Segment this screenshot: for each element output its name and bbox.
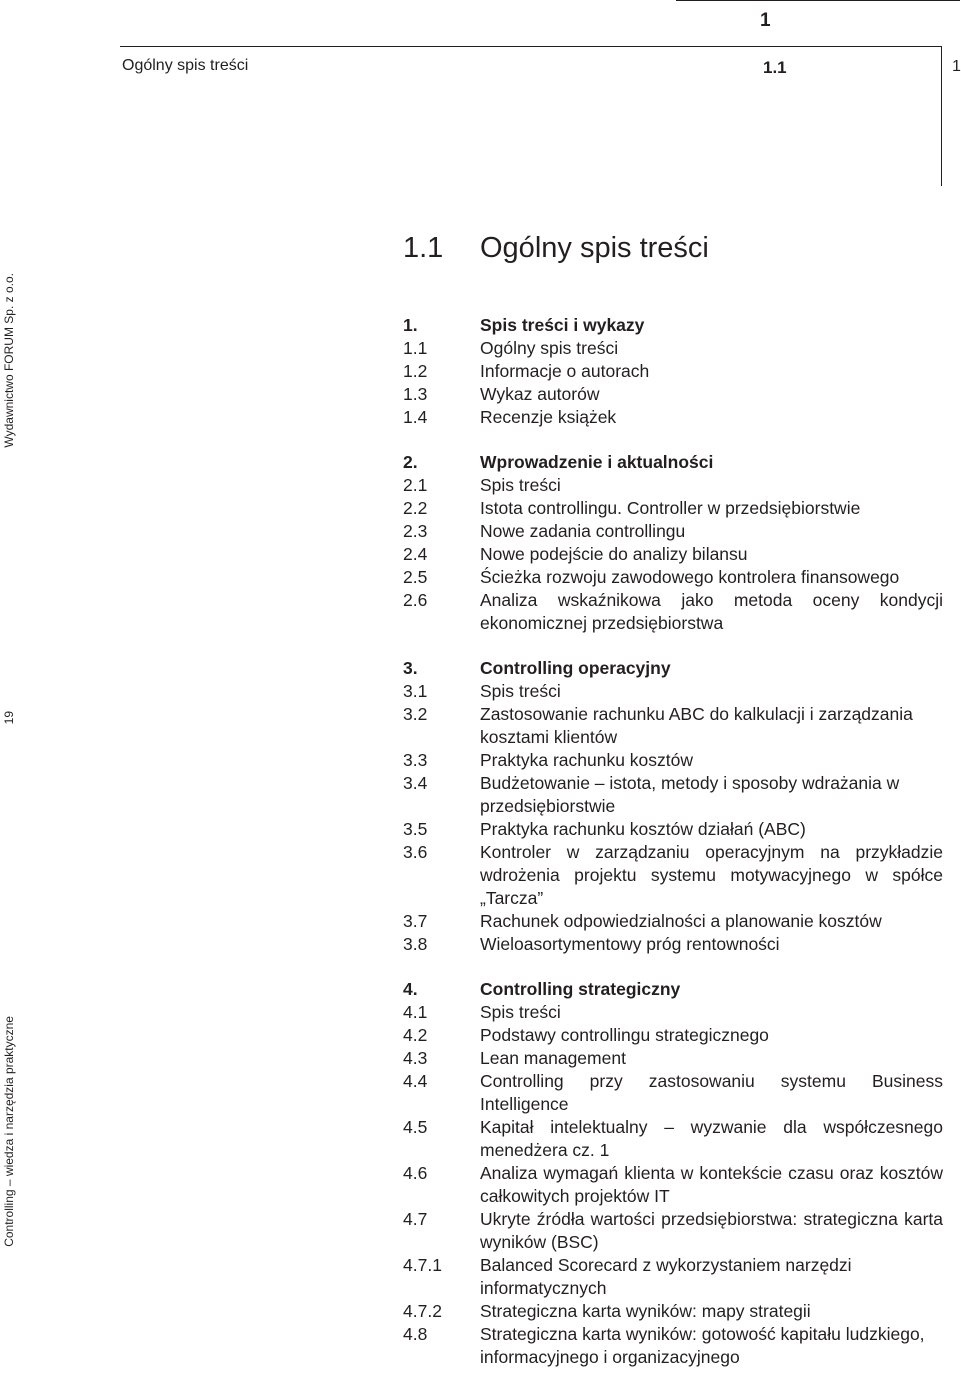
toc-entry (403, 1047, 943, 1070)
toc-entry-number: 3.4 (403, 773, 428, 793)
toc-entry (403, 1070, 943, 1116)
toc-entry-text: Lean management (480, 1048, 626, 1068)
toc-section-heading (403, 657, 943, 680)
side-page-number (0, 700, 18, 724)
toc-entry (403, 406, 943, 429)
toc-entry (403, 1024, 943, 1047)
toc-entry-text: Analiza wymagań klienta w kontekście czasu oraz kosztów całkowitych projektów IT (480, 1163, 943, 1206)
toc-entry-text: Wieloasortymentowy próg rentowności (480, 934, 780, 954)
toc-entry (403, 1323, 943, 1369)
toc-entry-text: Spis treści (480, 681, 561, 701)
toc-entry-number: 4.6 (403, 1163, 428, 1183)
page-title-number: 1.1 (403, 232, 444, 264)
toc-entry-number: 1.1 (403, 338, 428, 358)
header-chapter-number: 1 (760, 10, 771, 31)
toc-entry-number: 2.4 (403, 544, 428, 564)
toc-section-number: 2. (403, 452, 418, 472)
toc-entry (403, 1300, 943, 1323)
toc-entry-number: 4.7.1 (403, 1255, 442, 1275)
toc-entry-text: Spis treści (480, 475, 561, 495)
toc-section (403, 451, 943, 635)
toc-entry-number: 3.6 (403, 842, 428, 862)
toc-entry-number: 2.6 (403, 590, 428, 610)
toc-entry-number: 3.2 (403, 704, 428, 724)
toc-entry-number: 1.4 (403, 407, 428, 427)
toc-entry (403, 1208, 943, 1254)
toc-entry-number: 3.8 (403, 934, 428, 954)
toc-entry (403, 337, 943, 360)
toc-entry (403, 383, 943, 406)
toc-entry-number: 1.2 (403, 361, 428, 381)
side-publisher (0, 260, 18, 448)
toc-entry (403, 497, 943, 520)
toc-entry (403, 1254, 943, 1300)
toc-entry-text: Nowe podejście do analizy bilansu (480, 544, 748, 564)
toc-entry-number: 2.2 (403, 498, 428, 518)
toc-entry-number: 2.3 (403, 521, 428, 541)
toc-entry-text: Ścieżka rozwoju zawodowego kontrolera finansowego (480, 567, 900, 587)
toc-entry-text: Kapitał intelektualny – wyzwanie dla współczesnego menedżera cz. 1 (480, 1117, 943, 1160)
page-title (403, 232, 709, 265)
toc-entry-text: Rachunek odpowiedzialności a planowanie kosztów (480, 911, 882, 931)
toc-section-title: Controlling strategiczny (480, 979, 681, 999)
toc-entry-text: Nowe zadania controllingu (480, 521, 686, 541)
table-of-contents (403, 314, 943, 1391)
toc-section-heading (403, 451, 943, 474)
toc-entry-number: 1.3 (403, 384, 428, 404)
toc-entry (403, 589, 943, 635)
toc-section-heading (403, 978, 943, 1001)
toc-entry-number: 4.3 (403, 1048, 428, 1068)
side-book-title-text: Controlling – wiedza i narzędzia praktyczne (2, 1016, 16, 1247)
toc-entry (403, 749, 943, 772)
header-section-number: 1.1 (763, 58, 787, 77)
toc-entry-text: Strategiczna karta wyników: mapy strategii (480, 1301, 811, 1321)
toc-entry-text: Strategiczna karta wyników: gotowość kapitału ludzkiego, informacyjnego i organizacyjnego (480, 1324, 925, 1367)
toc-entry-text: Spis treści (480, 1002, 561, 1022)
toc-entry-text: Informacje o autorach (480, 361, 650, 381)
toc-entry-number: 3.7 (403, 911, 428, 931)
side-publisher-text: Wydawnictwo FORUM Sp. z o.o. (2, 273, 16, 448)
toc-entry (403, 474, 943, 497)
toc-entry (403, 841, 943, 910)
toc-entry-text: Praktyka rachunku kosztów działań (ABC) (480, 819, 806, 839)
toc-entry (403, 772, 943, 818)
toc-entry-number: 4.1 (403, 1002, 428, 1022)
toc-entry-text: Recenzje książek (480, 407, 617, 427)
toc-entry-number: 4.7.2 (403, 1301, 442, 1321)
toc-entry-text: Balanced Scorecard z wykorzystaniem narzędzi informatycznych (480, 1255, 852, 1298)
toc-entry (403, 1116, 943, 1162)
toc-entry-text: Kontroler w zarządzaniu operacyjnym na przykładzie wdrożenia projektu systemu motywacyjnego w spółce „Tarcza” (480, 842, 943, 908)
toc-entry-text: Wykaz autorów (480, 384, 600, 404)
toc-section-number: 3. (403, 658, 418, 678)
toc-entry-number: 2.1 (403, 475, 428, 495)
side-book-title (0, 985, 18, 1247)
toc-entry-text: Istota controllingu. Controller w przedsiębiorstwie (480, 498, 861, 518)
toc-entry-number: 4.2 (403, 1025, 428, 1045)
toc-section (403, 657, 943, 956)
toc-entry (403, 680, 943, 703)
page-title-text: Ogólny spis treści (480, 232, 709, 264)
toc-section-title: Spis treści i wykazy (480, 315, 645, 335)
toc-entry (403, 910, 943, 933)
toc-entry (403, 1162, 943, 1208)
toc-entry-number: 3.5 (403, 819, 428, 839)
toc-entry-text: Controlling przy zastosowaniu systemu Business Intelligence (480, 1071, 943, 1114)
toc-entry-number: 4.5 (403, 1117, 428, 1137)
toc-entry (403, 566, 943, 589)
toc-entry-number: 4.4 (403, 1071, 428, 1091)
toc-entry (403, 520, 943, 543)
toc-entry (403, 933, 943, 956)
toc-entry-text: Podstawy controllingu strategicznego (480, 1025, 769, 1045)
toc-entry (403, 818, 943, 841)
toc-entry-number: 4.8 (403, 1324, 428, 1344)
toc-entry-number: 3.3 (403, 750, 428, 770)
toc-section-heading (403, 314, 943, 337)
toc-section-number: 4. (403, 979, 418, 999)
toc-entry (403, 543, 943, 566)
toc-entry (403, 1001, 943, 1024)
toc-entry-number: 3.1 (403, 681, 428, 701)
toc-entry-text: Praktyka rachunku kosztów (480, 750, 694, 770)
header-rule (120, 46, 942, 47)
side-page-number-text: 19 (2, 710, 16, 724)
toc-entry-text: Ogólny spis treści (480, 338, 619, 358)
header-page-number: 1 (952, 58, 961, 75)
header-top-rule (676, 0, 960, 1)
toc-section-title: Wprowadzenie i aktualności (480, 452, 714, 472)
header-vertical-rule (941, 46, 942, 186)
toc-entry-number: 4.7 (403, 1209, 428, 1229)
toc-entry-number: 2.5 (403, 567, 428, 587)
toc-entry (403, 703, 943, 749)
toc-entry-text: Ukryte źródła wartości przedsiębiorstwa: strategiczna karta wyników (BSC) (480, 1209, 943, 1252)
toc-section (403, 978, 943, 1369)
toc-section-title: Controlling operacyjny (480, 658, 671, 678)
toc-section-number: 1. (403, 315, 418, 335)
toc-section (403, 314, 943, 429)
toc-entry-text: Analiza wskaźnikowa jako metoda oceny kondycji ekonomicznej przedsiębiorstwa (480, 590, 943, 633)
toc-entry-text: Budżetowanie – istota, metody i sposoby wdrażania w przedsiębiorstwie (480, 773, 900, 816)
toc-entry (403, 360, 943, 383)
running-header-title: Ogólny spis treści (122, 57, 249, 74)
toc-entry-text: Zastosowanie rachunku ABC do kalkulacji i zarządzania kosztami klientów (480, 704, 913, 747)
